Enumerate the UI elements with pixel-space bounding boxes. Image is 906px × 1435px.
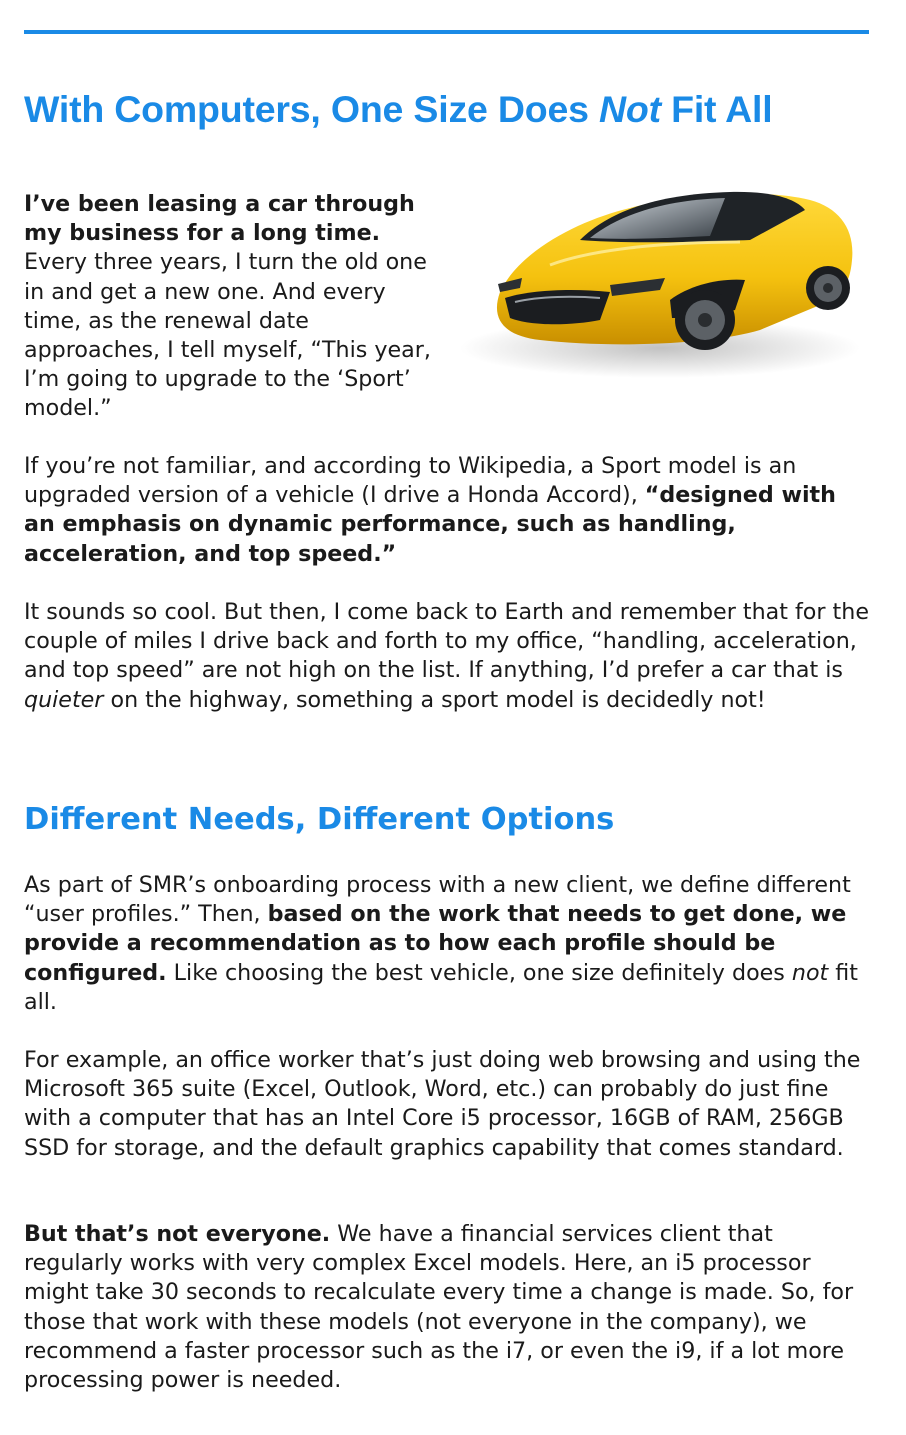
para3-text1: It sounds so cool. But then, I come back to Earth and remember that for the couple of miles I drive back and forth to my office, “handling, acceleration, and top speed” are not high on the list. If anything, I’d prefer a car that is [24,599,869,684]
car-image [460,180,868,440]
para4-text2: Like choosing the best vehicle, one size definitely does [166,959,792,986]
para2-text: If you’re not familiar, and according to Wikipedia, a Sport model is an upgraded version of a vehicle (I drive a Honda Accord), [24,453,797,509]
title-part1: With Computers, One Size Does [24,88,599,130]
paragraph-onboarding [24,871,874,1017]
paragraph-back-to-earth [24,598,874,715]
para6-text: We have a financial services client that regularly works with very complex Excel models. Here, an i5 processor might take 30 seconds to recalculate every time a change is made. So, for those that work with these models (not everyone in the company), we recommend a faster processor such as the i7, or even the i9, if a lot more processing power is needed. [24,1221,854,1394]
intro-bold-lead: I’ve been leasing a car through my business for a long time. [24,191,415,247]
para4-bold: based on the work that needs to get done, we provide a recommendation as to how each profile should be configured. [24,901,847,986]
para4-text3: fit all. [24,959,858,1015]
paragraph-sport-model [24,452,874,569]
para6-bold: But that’s not everyone. [24,1221,331,1247]
top-divider [24,30,869,34]
section-title: Different Needs, Different Options [24,802,615,837]
para4-text1: As part of SMR’s onboarding process with a new client, we define different “user profiles.” Then, [24,872,851,928]
intro-paragraph [24,190,434,424]
para2-bold-quote: “designed with an emphasis on dynamic performance, such as handling, acceleration, and top speed.” [24,482,836,567]
intro-text: Every three years, I turn the old one in and get a new one. And every time, as the renewal date approaches, I tell myself, “This year, I’m going to upgrade to the ‘Sport’ model.” [24,249,431,422]
para5-text: For example, an office worker that’s just doing web browsing and using the Microsoft 365 suite (Excel, Outlook, Word, etc.) can probably do just fine with a computer that has an Intel Core i5 processor, 16GB of RAM, 256GB SSD for storage, and the default graphics capability that comes standard. [24,1047,861,1161]
para4-emphasis: not [791,959,829,986]
paragraph-office-worker [24,1046,874,1163]
page-title [24,88,772,131]
para3-text2: on the highway, something a sport model is decidedly not! [103,686,766,713]
title-part2: Fit All [660,88,773,130]
title-emphasis: Not [599,88,661,130]
para3-emphasis: quieter [24,686,104,713]
paragraph-financial-client [24,1220,874,1395]
